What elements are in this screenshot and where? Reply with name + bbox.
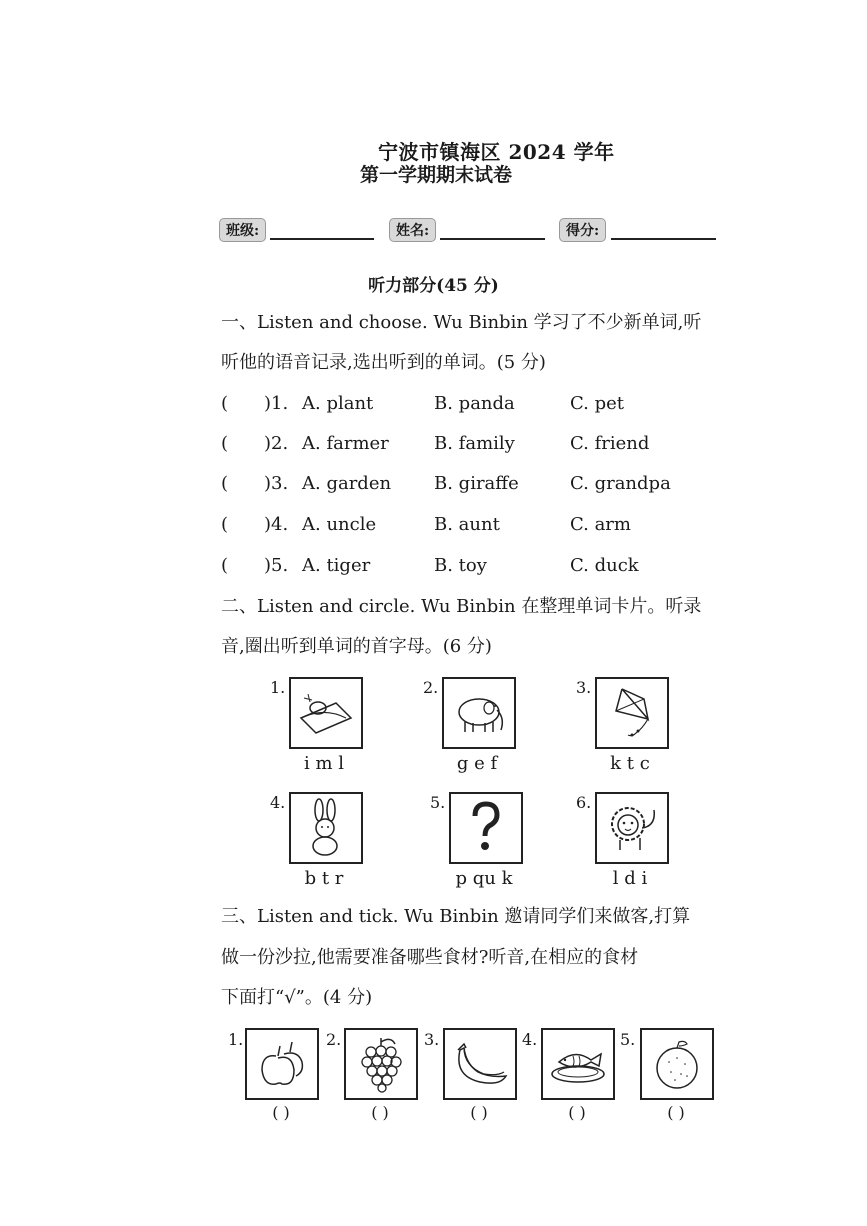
food-card bbox=[344, 1028, 418, 1100]
lion-icon bbox=[602, 798, 662, 858]
letter-choices[interactable]: l d i bbox=[612, 868, 648, 889]
class-label: 班级: bbox=[219, 218, 266, 242]
question-number[interactable]: ( )5. bbox=[221, 555, 289, 576]
part3-instruction-line2: 做一份沙拉,他需要准备哪些食材?听音,在相应的食材 bbox=[221, 947, 639, 968]
tick-blank[interactable]: ( ) bbox=[568, 1103, 586, 1122]
question-row bbox=[0, 464, 867, 504]
card-number: 4. bbox=[270, 793, 286, 812]
card-number: 5. bbox=[430, 793, 446, 812]
exam-title: 宁波市镇海区 2024 学年 bbox=[378, 140, 615, 164]
part1-instruction-line2: 听他的语音记录,选出听到的单词。(5 分) bbox=[221, 352, 546, 373]
option-b[interactable]: B. panda bbox=[434, 393, 515, 414]
option-b[interactable]: B. toy bbox=[434, 555, 487, 576]
elephant-icon bbox=[449, 688, 509, 738]
score-label: 得分: bbox=[559, 218, 606, 242]
option-a[interactable]: A. farmer bbox=[302, 433, 389, 454]
option-b[interactable]: B. family bbox=[434, 433, 515, 454]
letter-choices[interactable]: b t r bbox=[304, 868, 344, 889]
picture-card bbox=[595, 677, 669, 749]
picture-card bbox=[289, 677, 363, 749]
rabbit-icon bbox=[301, 798, 351, 858]
option-c[interactable]: C. duck bbox=[570, 555, 639, 576]
letter-choices[interactable]: i m l bbox=[303, 753, 345, 774]
part2-instruction-line2: 音,圈出听到单词的首字母。(6 分) bbox=[221, 636, 492, 657]
option-a[interactable]: A. garden bbox=[302, 473, 392, 494]
food-card bbox=[640, 1028, 714, 1100]
tick-blank[interactable]: ( ) bbox=[371, 1103, 389, 1122]
name-field[interactable] bbox=[440, 220, 545, 240]
card-number: 6. bbox=[576, 793, 592, 812]
sleeping-in-bed-icon bbox=[296, 688, 356, 738]
option-a[interactable]: A. plant bbox=[302, 393, 374, 414]
question-number[interactable]: ( )2. bbox=[221, 433, 289, 454]
food-card bbox=[245, 1028, 319, 1100]
tick-blank[interactable]: ( ) bbox=[272, 1103, 290, 1122]
grapes-icon bbox=[353, 1034, 409, 1094]
question-mark-icon bbox=[461, 798, 511, 858]
name-label: 姓名: bbox=[389, 218, 436, 242]
food-card bbox=[443, 1028, 517, 1100]
part3-instruction-line1: 三、Listen and tick. Wu Binbin 邀请同学们来做客,打算 bbox=[221, 906, 691, 927]
kite-icon bbox=[602, 685, 662, 741]
picture-card bbox=[289, 792, 363, 864]
picture-card bbox=[595, 792, 669, 864]
question-row bbox=[0, 505, 867, 545]
card-number: 1. bbox=[270, 678, 286, 697]
option-a[interactable]: A. tiger bbox=[302, 555, 371, 576]
letter-choices[interactable]: k t c bbox=[610, 753, 650, 774]
question-number[interactable]: ( )3. bbox=[221, 473, 289, 494]
letter-choices[interactable]: g e f bbox=[456, 753, 498, 774]
question-row bbox=[0, 424, 867, 464]
letter-choices[interactable]: p qu k bbox=[455, 868, 513, 889]
option-c[interactable]: C. friend bbox=[570, 433, 650, 454]
part2-instruction-line1: 二、Listen and circle. Wu Binbin 在整理单词卡片。听录 bbox=[221, 596, 702, 617]
item-number: 2. bbox=[326, 1030, 342, 1049]
option-b[interactable]: B. aunt bbox=[434, 514, 500, 535]
apple-icon bbox=[254, 1036, 310, 1092]
exam-subtitle: 第一学期期末试卷 bbox=[360, 164, 513, 186]
option-c[interactable]: C. pet bbox=[570, 393, 624, 414]
class-field[interactable] bbox=[270, 220, 374, 240]
listening-section-title: 听力部分(45 分) bbox=[368, 276, 499, 296]
banana-icon bbox=[450, 1036, 510, 1092]
tick-blank[interactable]: ( ) bbox=[470, 1103, 488, 1122]
food-card bbox=[541, 1028, 615, 1100]
tick-blank[interactable]: ( ) bbox=[667, 1103, 685, 1122]
question-number[interactable]: ( )1. bbox=[221, 393, 289, 414]
part3-instruction-line3: 下面打“√”。(4 分) bbox=[221, 987, 373, 1008]
card-number: 2. bbox=[423, 678, 439, 697]
item-number: 5. bbox=[620, 1030, 636, 1049]
orange-icon bbox=[649, 1036, 705, 1092]
fish-dish-icon bbox=[547, 1036, 609, 1092]
score-field[interactable] bbox=[611, 220, 716, 240]
item-number: 3. bbox=[424, 1030, 440, 1049]
item-number: 1. bbox=[228, 1030, 244, 1049]
question-row bbox=[0, 546, 867, 586]
option-c[interactable]: C. grandpa bbox=[570, 473, 671, 494]
card-number: 3. bbox=[576, 678, 592, 697]
picture-card bbox=[442, 677, 516, 749]
part1-instruction-line1: 一、Listen and choose. Wu Binbin 学习了不少新单词,听 bbox=[221, 312, 702, 333]
question-number[interactable]: ( )4. bbox=[221, 514, 289, 535]
option-a[interactable]: A. uncle bbox=[302, 514, 377, 535]
option-c[interactable]: C. arm bbox=[570, 514, 631, 535]
item-number: 4. bbox=[522, 1030, 538, 1049]
question-row bbox=[0, 384, 867, 424]
picture-card bbox=[449, 792, 523, 864]
option-b[interactable]: B. giraffe bbox=[434, 473, 519, 494]
